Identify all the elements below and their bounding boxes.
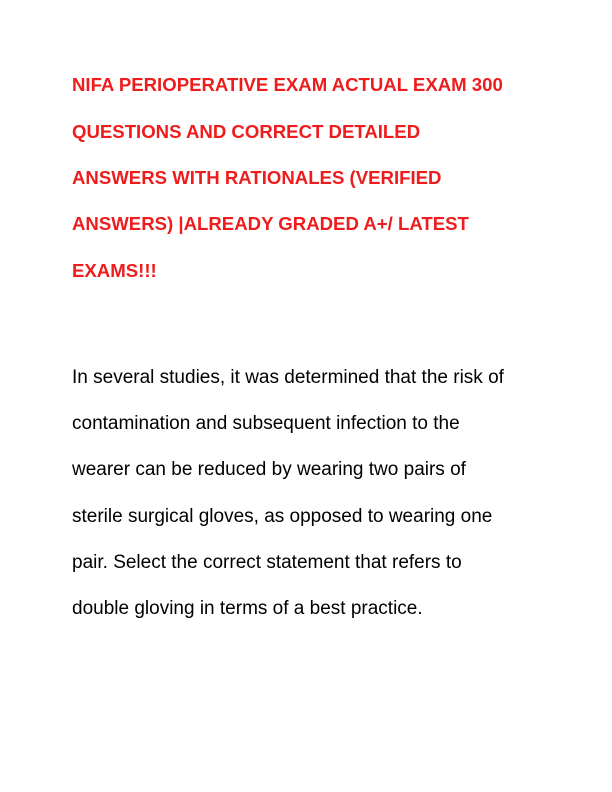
title-line: ANSWERS) |ALREADY GRADED A+/ LATEST xyxy=(72,213,469,234)
paragraph-line: wearer can be reduced by wearing two pairs of xyxy=(72,459,466,480)
title-line: EXAMS!!! xyxy=(72,260,157,281)
title-line: QUESTIONS AND CORRECT DETAILED xyxy=(72,121,421,142)
title-line: NIFA PERIOPERATIVE EXAM ACTUAL EXAM 300 xyxy=(72,74,503,95)
title-line: ANSWERS WITH RATIONALES (VERIFIED xyxy=(72,167,442,188)
paragraph-line: sterile surgical gloves, as opposed to wearing one xyxy=(72,506,493,527)
paragraph-line: In several studies, it was determined that the risk of xyxy=(72,367,504,388)
paragraph-line: pair. Select the correct statement that refers to xyxy=(72,552,462,573)
paragraph-line: double gloving in terms of a best practice. xyxy=(72,598,423,619)
paragraph-line: contamination and subsequent infection to the xyxy=(72,413,460,434)
